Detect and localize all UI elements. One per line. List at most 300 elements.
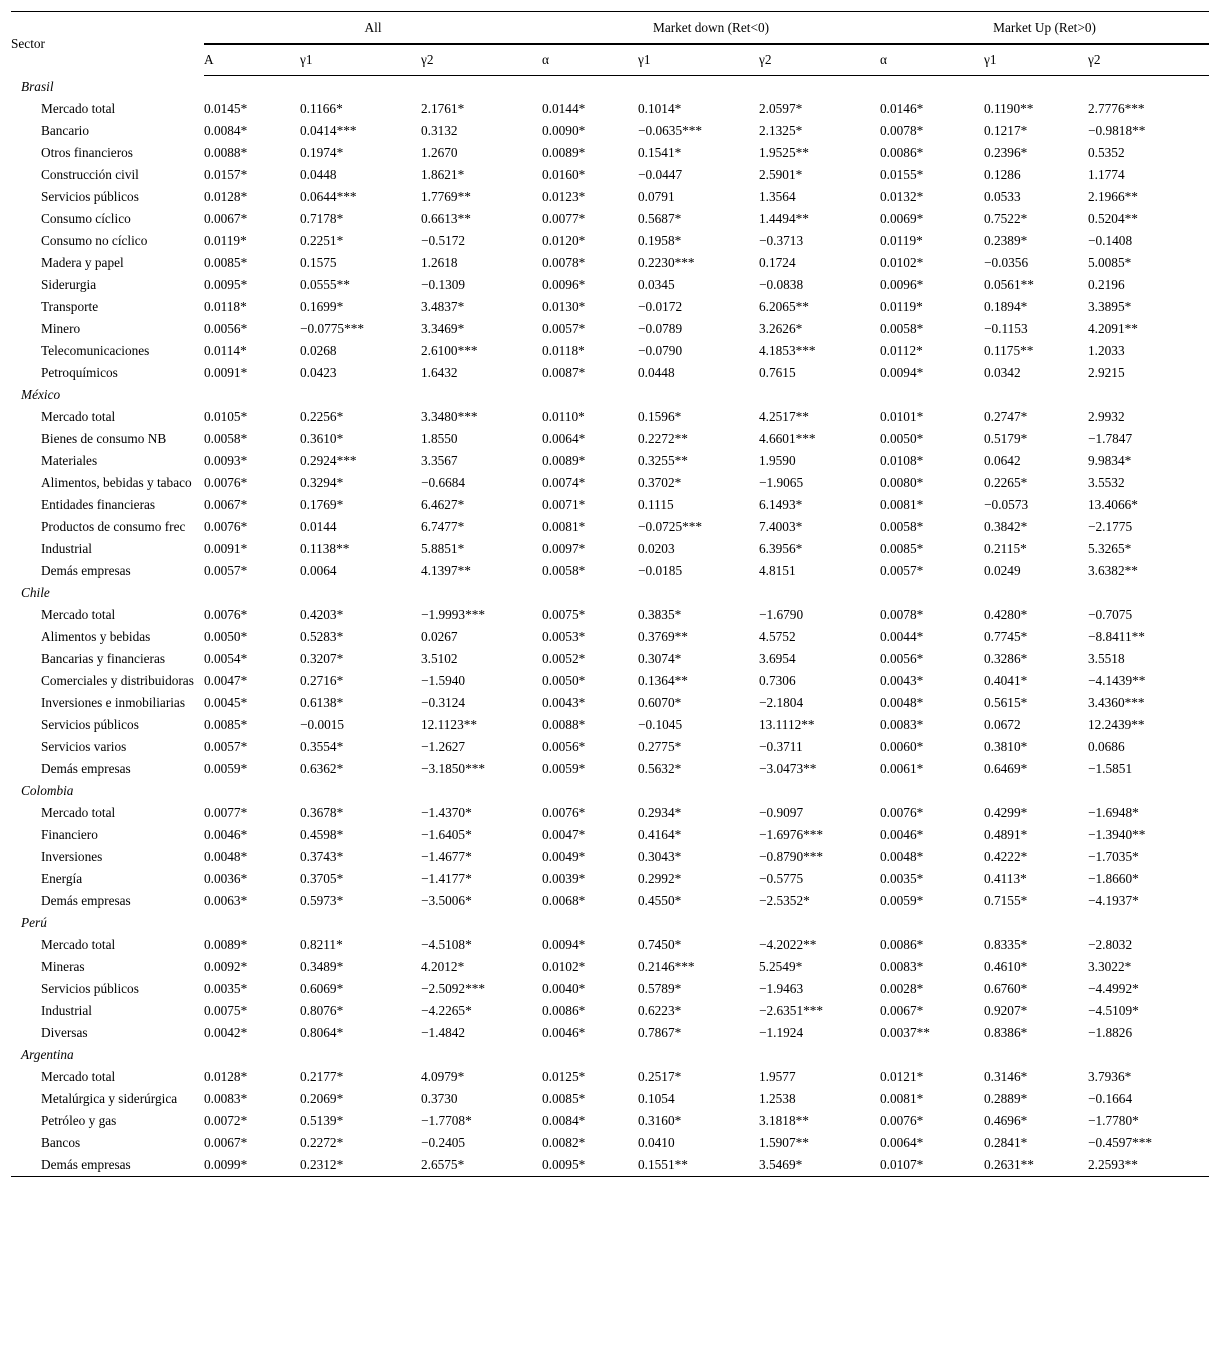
table-row [11,1132,1209,1154]
value-cell: 0.0046* [880,827,924,842]
sector-name: Demás empresas [41,761,131,776]
sector-name: Bancarias y financieras [41,651,166,666]
value-cell: −1.1924 [759,1025,804,1040]
value-cell: −0.0185 [638,563,683,578]
value-cell: 0.0128* [204,189,248,204]
value-cell: 0.0085* [204,717,248,732]
value-cell: −0.9097 [759,805,804,820]
country-row [11,912,1209,934]
value-cell: −0.0838 [759,277,804,292]
sector-name-cell [11,736,204,758]
sector-name-cell [11,1066,204,1088]
value-cell: 0.2115* [984,541,1027,556]
value-cell: 0.2265* [984,475,1028,490]
table-row [11,736,1209,758]
value-cell: −1.6948* [1088,805,1139,820]
value-cell: −4.2022** [759,937,817,952]
table-row [11,626,1209,648]
value-cell: 0.0448 [300,167,337,182]
sector-name: Comerciales y distribuidoras [41,673,194,688]
value-cell: −0.5775 [759,871,804,886]
sector-name: Otros financieros [41,145,133,160]
value-cell: 0.8211* [300,937,343,952]
value-cell: 0.6469* [984,761,1028,776]
value-cell: 0.3043* [638,849,682,864]
value-cell: 0.0042* [204,1025,248,1040]
table-row [11,494,1209,516]
value-cell: 6.2065** [759,299,809,314]
value-cell: 0.0064* [880,1135,924,1150]
value-cell: −0.0172 [638,299,683,314]
value-cell: 0.8064* [300,1025,344,1040]
value-cell: 0.7867* [638,1025,682,1040]
column-header: α [880,44,984,76]
value-cell: 0.0157* [204,167,248,182]
country-row [11,780,1209,802]
value-cell: 0.4598* [300,827,344,842]
value-cell: 0.0119* [880,299,923,314]
value-cell: 0.0076* [204,607,248,622]
value-cell: 0.5687* [638,211,682,226]
value-cell: −0.0775*** [300,321,365,336]
value-cell: 0.6613** [421,211,471,226]
value-cell: 3.1818** [759,1113,809,1128]
value-cell: 0.0342 [984,365,1021,380]
value-cell: 0.7450* [638,937,682,952]
table-row [11,318,1209,340]
value-cell: 0.0118* [542,343,585,358]
sector-name: Mercado total [41,101,116,116]
value-cell: 3.3567 [421,453,458,468]
sector-name: Bancario [41,123,89,138]
value-cell: 0.0053* [542,629,586,644]
value-cell: −0.1664 [1088,1091,1133,1106]
sector-name: Transporte [41,299,99,314]
column-header: A [204,44,300,76]
value-cell: 0.0043* [542,695,586,710]
value-cell: 0.0414*** [300,123,357,138]
value-cell: 0.0059* [880,893,924,908]
value-cell: −0.6684 [421,475,466,490]
value-cell: 4.1853*** [759,343,816,358]
value-cell: 0.3294* [300,475,344,490]
value-cell: 0.0249 [984,563,1021,578]
value-cell: 4.5752 [759,629,796,644]
value-cell: 0.0067* [204,497,248,512]
value-cell: 0.0039* [542,871,586,886]
value-cell: 0.0086* [542,1003,586,1018]
table-row [11,274,1209,296]
value-cell: 1.3564 [759,189,796,204]
value-cell: −0.0573 [984,497,1029,512]
sector-name-cell [11,1000,204,1022]
table-row [11,1110,1209,1132]
sector-name-cell [11,274,204,296]
value-cell: 0.0037** [880,1025,930,1040]
value-cell: −1.6405* [421,827,472,842]
value-cell: 0.0345 [638,277,675,292]
value-cell: 0.0047* [204,673,248,688]
value-cell: 0.0078* [880,607,924,622]
value-cell: 0.4041* [984,673,1028,688]
value-cell: 0.0083* [880,959,924,974]
value-cell: −1.5940 [421,673,466,688]
value-cell: 0.0144 [300,519,337,534]
value-cell: 0.0092* [204,959,248,974]
sector-name-cell [11,362,204,384]
value-cell: 2.5901* [759,167,803,182]
table-row [11,120,1209,142]
value-cell: 0.4610* [984,959,1028,974]
value-cell: 0.0128* [204,1069,248,1084]
table-row [11,802,1209,824]
value-cell: −3.1850*** [421,761,486,776]
value-cell: 0.0102* [542,959,586,974]
value-cell: −1.6790 [759,607,804,622]
value-cell: 0.2230*** [638,255,695,270]
value-cell: 0.0046* [204,827,248,842]
value-cell: −1.2627 [421,739,466,754]
value-cell: 9.9834* [1088,453,1132,468]
sector-name-cell [11,230,204,252]
sector-name-cell [11,98,204,120]
value-cell: 0.0057* [880,563,924,578]
value-cell: 0.0096* [880,277,924,292]
sector-name-cell [11,208,204,230]
value-cell: 0.3730 [421,1091,458,1106]
sector-name-cell [11,340,204,362]
value-cell: 4.8151 [759,563,796,578]
value-cell: 0.0036* [204,871,248,886]
value-cell: 0.0040* [542,981,586,996]
column-header: γ2 [1088,44,1209,76]
value-cell: 0.6223* [638,1003,682,1018]
table-body [11,76,1209,1177]
table-row [11,340,1209,362]
value-cell: −2.5092*** [421,981,486,996]
sector-name-cell [11,604,204,626]
value-cell: −0.1309 [421,277,466,292]
value-cell: −1.4842 [421,1025,466,1040]
value-cell: 0.0094* [880,365,924,380]
value-cell: 3.3469* [421,321,465,336]
value-cell: 0.0533 [984,189,1021,204]
sector-name-cell [11,846,204,868]
value-cell: 3.5532 [1088,475,1125,490]
value-cell: 0.0043* [880,673,924,688]
table-row [11,604,1209,626]
country-label: Argentina [21,1047,74,1062]
value-cell: −4.4992* [1088,981,1139,996]
value-cell: −8.8411** [1088,629,1145,644]
value-cell: 0.6760* [984,981,1028,996]
value-cell: 3.6382** [1088,563,1138,578]
value-cell: −0.1408 [1088,233,1133,248]
sector-name-cell [11,538,204,560]
value-cell: 0.3810* [984,739,1028,754]
value-cell: 0.8335* [984,937,1028,952]
value-cell: 0.0085* [542,1091,586,1106]
value-cell: 0.0048* [880,695,924,710]
value-cell: 0.0072* [204,1113,248,1128]
value-cell: 0.8386* [984,1025,1028,1040]
value-cell: 0.0423 [300,365,337,380]
value-cell: 0.0076* [204,519,248,534]
value-cell: 2.7776*** [1088,101,1145,116]
value-cell: 0.0057* [542,321,586,336]
value-cell: 0.2716* [300,673,344,688]
value-cell: 0.2396* [984,145,1028,160]
value-cell: 0.3489* [300,959,344,974]
value-cell: 4.1397** [421,563,471,578]
value-cell: 0.0087* [542,365,586,380]
value-cell: 0.1894* [984,299,1028,314]
value-cell: 13.1112** [759,717,815,732]
value-cell: 0.3286* [984,651,1028,666]
value-cell: 0.0056* [542,739,586,754]
value-cell: 0.0093* [204,453,248,468]
value-cell: 0.0123* [542,189,586,204]
value-cell: 0.0054* [204,651,248,666]
value-cell: 0.0268 [300,343,337,358]
value-cell: −1.7780* [1088,1113,1139,1128]
sector-name-cell [11,890,204,912]
sector-name: Consumo cíclico [41,211,131,226]
value-cell: 5.2549* [759,959,803,974]
value-cell: 1.9525** [759,145,809,160]
value-cell: −1.7847 [1088,431,1133,446]
value-cell: 0.1974* [300,145,344,160]
value-cell: 0.0145* [204,101,248,116]
value-cell: 0.0125* [542,1069,586,1084]
value-cell: 1.8621* [421,167,465,182]
value-cell: 0.0091* [204,365,248,380]
column-header: γ2 [759,44,880,76]
table-row [11,1000,1209,1022]
value-cell: 5.0085* [1088,255,1132,270]
value-cell: 0.5973* [300,893,344,908]
value-cell: 0.0058* [880,519,924,534]
value-cell: 0.0081* [880,497,924,512]
value-cell: 0.0076* [204,475,248,490]
value-cell: 0.4299* [984,805,1028,820]
value-cell: 0.0686 [1088,739,1125,754]
value-cell: −0.3711 [759,739,803,754]
value-cell: −0.1153 [984,321,1028,336]
value-cell: 1.2538 [759,1091,796,1106]
table-row [11,956,1209,978]
value-cell: 0.0044* [880,629,924,644]
value-cell: 1.9590 [759,453,796,468]
value-cell: 0.0144* [542,101,586,116]
value-cell: 0.0089* [542,453,586,468]
sector-name-cell [11,560,204,582]
value-cell: 0.0114* [204,343,247,358]
value-cell: 0.0088* [542,717,586,732]
table-row [11,1066,1209,1088]
value-cell: 0.2775* [638,739,682,754]
sector-name-cell [11,692,204,714]
value-cell: 0.1541* [638,145,682,160]
value-cell: 0.0108* [880,453,924,468]
value-cell: 0.0077* [542,211,586,226]
value-cell: 0.0069* [880,211,924,226]
value-cell: 0.5352 [1088,145,1125,160]
value-cell: 0.0057* [204,739,248,754]
sector-name: Mineras [41,959,85,974]
value-cell: 0.2146*** [638,959,695,974]
value-cell: 0.2272* [300,1135,344,1150]
value-cell: 0.1014* [638,101,682,116]
value-cell: 3.6954 [759,651,796,666]
value-cell: 4.2012* [421,959,465,974]
value-cell: 1.5907** [759,1135,809,1150]
value-cell: 3.4360*** [1088,695,1145,710]
value-cell: 0.0084* [204,123,248,138]
value-cell: 0.7306 [759,673,796,688]
value-cell: 0.0059* [542,761,586,776]
sector-name: Telecomunicaciones [41,343,150,358]
value-cell: 0.2177* [300,1069,344,1084]
value-cell: 0.0082* [542,1135,586,1150]
sector-name: Demás empresas [41,1157,131,1172]
value-cell: 0.0064* [542,431,586,446]
value-cell: 13.4066* [1088,497,1138,512]
value-cell: 1.6432 [421,365,458,380]
value-cell: 0.2256* [300,409,344,424]
value-cell: 0.4696* [984,1113,1028,1128]
value-cell: −1.8826 [1088,1025,1133,1040]
sector-name: Industrial [41,1003,92,1018]
value-cell: 0.0068* [542,893,586,908]
value-cell: 2.1325* [759,123,803,138]
value-cell: 2.6100*** [421,343,478,358]
value-cell: 0.3160* [638,1113,682,1128]
value-cell: 0.5204** [1088,211,1138,226]
value-cell: 0.2517* [638,1069,682,1084]
value-cell: 3.3022* [1088,959,1132,974]
value-cell: 0.3678* [300,805,344,820]
value-cell: 0.3705* [300,871,344,886]
value-cell: 0.1596* [638,409,682,424]
value-cell: 0.4280* [984,607,1028,622]
value-cell: 0.0121* [880,1069,924,1084]
value-cell: 0.0078* [542,255,586,270]
column-header: γ1 [300,44,421,76]
value-cell: 3.3895* [1088,299,1132,314]
value-cell: 0.0099* [204,1154,300,1177]
value-cell: −1.9463 [759,981,804,996]
value-cell: 0.0112* [880,343,923,358]
value-cell: −2.8032 [1088,937,1133,952]
value-cell: 3.2626* [759,321,803,336]
value-cell: −4.5109* [1088,1003,1139,1018]
value-cell: 1.2618 [421,255,458,270]
value-cell: 0.1138** [300,541,350,556]
country-label: Brasil [21,79,54,94]
value-cell: −3.0473** [759,761,817,776]
value-cell: 0.0064 [300,563,337,578]
group-header-all: All [204,12,542,45]
value-cell: 0.5179* [984,431,1028,446]
sector-name-cell [11,516,204,538]
sector-name: Demás empresas [41,893,131,908]
value-cell: 0.0076* [880,805,924,820]
value-cell: 0.0110* [542,409,585,424]
sector-name: Inversiones [41,849,103,864]
value-cell: 3.5102 [421,651,458,666]
value-cell: 0.3255** [638,453,688,468]
country-label: Chile [21,585,50,600]
value-cell: 0.6138* [300,695,344,710]
value-cell: 0.0091* [204,541,248,556]
value-cell: 0.0075* [204,1003,248,1018]
value-cell: 2.1761* [421,101,465,116]
value-cell: 0.0084* [542,1113,586,1128]
value-cell: 0.0146* [880,101,924,116]
country-row [11,582,1209,604]
table-row [11,296,1209,318]
value-cell: 0.2889* [984,1091,1028,1106]
sector-name: Servicios públicos [41,717,139,732]
sector-name: Productos de consumo frec [41,519,186,534]
value-cell: 1.8550 [421,431,458,446]
sector-name-cell [11,1154,204,1177]
value-cell: 0.2272** [638,431,688,446]
value-cell: 0.2747* [984,409,1028,424]
table-row [11,824,1209,846]
value-cell: 0.0130* [542,299,586,314]
value-cell: 0.0555** [300,277,350,292]
sector-header: Sector [11,12,204,76]
sector-name-cell [11,1088,204,1110]
value-cell: 0.0059* [204,761,248,776]
value-cell: 0.0448 [638,365,675,380]
value-cell: 0.0105* [204,409,248,424]
value-cell: 0.0060* [880,739,924,754]
value-cell: 0.0058* [204,431,248,446]
value-cell: 2.9932 [1088,409,1125,424]
value-cell: −1.4177* [421,871,472,886]
value-cell: 0.4222* [984,849,1028,864]
value-cell: 1.1774 [1088,167,1125,182]
value-cell: 0.0075* [542,607,586,622]
value-cell: 0.0061* [880,761,924,776]
sector-name: Metalúrgica y siderúrgica [41,1091,178,1106]
value-cell: 0.1364** [638,673,688,688]
country-row [11,76,1209,99]
sector-name: Industrial [41,541,92,556]
sector-name: Servicios públicos [41,189,139,204]
sector-name: Mercado total [41,937,116,952]
sector-name-cell [11,824,204,846]
column-header: α [542,44,638,76]
value-cell: −0.3713 [759,233,804,248]
sector-name-cell [11,296,204,318]
table-row [11,890,1209,912]
value-cell: 0.0119* [880,233,923,248]
table-row [11,472,1209,494]
value-cell: 0.7178* [300,211,344,226]
table-row [11,450,1209,472]
value-cell: 0.7745* [984,629,1028,644]
sector-name: Construcción civil [41,167,139,182]
sector-name-cell [11,318,204,340]
value-cell: 0.0050* [880,431,924,446]
value-cell: 0.0410 [638,1135,675,1150]
table-row [11,758,1209,780]
value-cell: 2.6575* [421,1154,542,1177]
